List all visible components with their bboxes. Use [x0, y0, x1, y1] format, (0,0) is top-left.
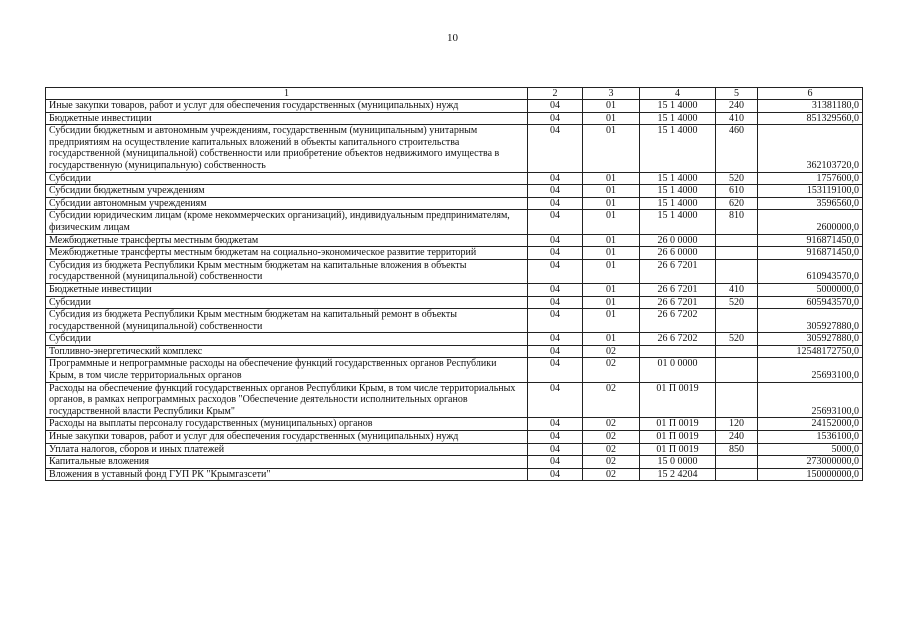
row-name-cell: Субсидии [46, 172, 528, 185]
amount-cell: 153119100,0 [758, 185, 863, 198]
expense-type-cell: 240 [716, 100, 758, 113]
amount-cell: 305927880,0 [758, 333, 863, 346]
expense-type-cell: 810 [716, 210, 758, 234]
target-article-cell: 26 6 7201 [640, 283, 716, 296]
row-name-cell: Субсидии бюджетным учреждениям [46, 185, 528, 198]
row-name-cell: Капитальные вложения [46, 456, 528, 469]
page-number: 10 [447, 32, 458, 44]
section-code-cell: 04 [528, 197, 583, 210]
amount-cell: 610943570,0 [758, 259, 863, 283]
amount-cell: 5000,0 [758, 443, 863, 456]
section-code-cell: 04 [528, 333, 583, 346]
table-row [46, 468, 863, 481]
expense-type-cell: 240 [716, 431, 758, 444]
budget-table [45, 87, 863, 481]
table-row [46, 197, 863, 210]
target-article-cell: 01 П 0019 [640, 431, 716, 444]
subsection-code-cell: 01 [583, 185, 640, 198]
subsection-code-cell: 01 [583, 234, 640, 247]
target-article-cell [640, 345, 716, 358]
table-row [46, 259, 863, 283]
expense-type-cell: 520 [716, 296, 758, 309]
target-article-cell: 26 0 0000 [640, 234, 716, 247]
row-name-cell: Межбюджетные трансферты местным бюджетам на социально-экономическое развитие территорий [46, 247, 528, 260]
amount-cell: 150000000,0 [758, 468, 863, 481]
row-name-cell: Субсидия из бюджета Республики Крым местным бюджетам на капитальный ремонт в объекты государственной (муниципальной) собственности [46, 309, 528, 333]
subsection-code-cell: 02 [583, 468, 640, 481]
section-code-cell: 04 [528, 431, 583, 444]
target-article-cell: 15 1 4000 [640, 112, 716, 125]
target-article-cell: 01 П 0019 [640, 443, 716, 456]
table-row [46, 247, 863, 260]
amount-cell: 851329560,0 [758, 112, 863, 125]
amount-cell: 12548172750,0 [758, 345, 863, 358]
expense-type-cell [716, 468, 758, 481]
expense-type-cell [716, 259, 758, 283]
row-name-cell: Расходы на выплаты персоналу государственных (муниципальных) органов [46, 418, 528, 431]
subsection-code-cell: 01 [583, 247, 640, 260]
expense-type-cell [716, 234, 758, 247]
header-col-1: 1 [46, 88, 528, 100]
target-article-cell: 01 П 0019 [640, 382, 716, 418]
table-row [46, 112, 863, 125]
row-name-cell: Субсидии юридическим лицам (кроме некоммерческих организаций), индивидуальным предпринимателям, физическим лицам [46, 210, 528, 234]
subsection-code-cell: 01 [583, 333, 640, 346]
header-row [46, 88, 863, 100]
table-row [46, 333, 863, 346]
row-name-cell: Топливно-энергетический комплекс [46, 345, 528, 358]
table-row [46, 443, 863, 456]
table-row [46, 358, 863, 382]
subsection-code-cell: 01 [583, 309, 640, 333]
table-row [46, 185, 863, 198]
section-code-cell: 04 [528, 259, 583, 283]
amount-cell: 31381180,0 [758, 100, 863, 113]
expense-type-cell: 610 [716, 185, 758, 198]
subsection-code-cell: 02 [583, 345, 640, 358]
expense-type-cell: 120 [716, 418, 758, 431]
target-article-cell: 26 6 7202 [640, 333, 716, 346]
row-name-cell: Иные закупки товаров, работ и услуг для обеспечения государственных (муниципальных) нужд [46, 431, 528, 444]
header-col-3: 3 [583, 88, 640, 100]
row-name-cell: Субсидии [46, 296, 528, 309]
section-code-cell: 04 [528, 309, 583, 333]
amount-cell: 25693100,0 [758, 382, 863, 418]
expense-type-cell [716, 309, 758, 333]
target-article-cell: 01 П 0019 [640, 418, 716, 431]
section-code-cell: 04 [528, 358, 583, 382]
target-article-cell: 26 6 7201 [640, 259, 716, 283]
row-name-cell: Бюджетные инвестиции [46, 283, 528, 296]
section-code-cell: 04 [528, 296, 583, 309]
subsection-code-cell: 02 [583, 358, 640, 382]
row-name-cell: Иные закупки товаров, работ и услуг для обеспечения государственных (муниципальных) нужд [46, 100, 528, 113]
expense-type-cell: 460 [716, 125, 758, 172]
subsection-code-cell: 02 [583, 443, 640, 456]
section-code-cell: 04 [528, 382, 583, 418]
row-name-cell: Межбюджетные трансферты местным бюджетам [46, 234, 528, 247]
section-code-cell: 04 [528, 247, 583, 260]
subsection-code-cell: 01 [583, 172, 640, 185]
subsection-code-cell: 02 [583, 456, 640, 469]
target-article-cell: 26 6 0000 [640, 247, 716, 260]
subsection-code-cell: 01 [583, 100, 640, 113]
subsection-code-cell: 01 [583, 112, 640, 125]
table-row [46, 234, 863, 247]
subsection-code-cell: 01 [583, 259, 640, 283]
subsection-code-cell: 01 [583, 125, 640, 172]
amount-cell: 24152000,0 [758, 418, 863, 431]
target-article-cell: 15 0 0000 [640, 456, 716, 469]
table-row [46, 431, 863, 444]
target-article-cell: 15 1 4000 [640, 100, 716, 113]
row-name-cell: Субсидии [46, 333, 528, 346]
expense-type-cell: 620 [716, 197, 758, 210]
section-code-cell: 04 [528, 210, 583, 234]
section-code-cell: 04 [528, 234, 583, 247]
row-name-cell: Расходы на обеспечение функций государственных органов Республики Крым, в том числе территориальных органов, в рамках непрограммных расходов "Обеспечение деятельности исполнительных органов государственной власти Республики Крым" [46, 382, 528, 418]
table-row [46, 172, 863, 185]
subsection-code-cell: 01 [583, 283, 640, 296]
section-code-cell: 04 [528, 443, 583, 456]
header-col-2: 2 [528, 88, 583, 100]
row-name-cell: Субсидии бюджетным и автономным учреждениям, государственным (муниципальным) унитарным предприятиям на осуществление капитальных вложений в объекты капитального строительства государственной (муниципальной) собственности или приобретение объектов недвижимого имущества в государственную (муниципальную) собственность [46, 125, 528, 172]
amount-cell: 916871450,0 [758, 247, 863, 260]
table-row [46, 456, 863, 469]
table-row [46, 345, 863, 358]
section-code-cell: 04 [528, 283, 583, 296]
expense-type-cell [716, 382, 758, 418]
amount-cell: 362103720,0 [758, 125, 863, 172]
subsection-code-cell: 01 [583, 210, 640, 234]
section-code-cell: 04 [528, 112, 583, 125]
table-row [46, 283, 863, 296]
subsection-code-cell: 02 [583, 418, 640, 431]
target-article-cell: 15 1 4000 [640, 210, 716, 234]
amount-cell: 25693100,0 [758, 358, 863, 382]
row-name-cell: Вложения в уставный фонд ГУП РК "Крымгазсети" [46, 468, 528, 481]
row-name-cell: Субсидия из бюджета Республики Крым местным бюджетам на капитальные вложения в объекты государственной (муниципальной) собственности [46, 259, 528, 283]
amount-cell: 1536100,0 [758, 431, 863, 444]
expense-type-cell: 520 [716, 172, 758, 185]
amount-cell: 916871450,0 [758, 234, 863, 247]
expense-type-cell [716, 358, 758, 382]
amount-cell: 1757600,0 [758, 172, 863, 185]
section-code-cell: 04 [528, 345, 583, 358]
table-row [46, 100, 863, 113]
expense-type-cell [716, 247, 758, 260]
subsection-code-cell: 02 [583, 431, 640, 444]
subsection-code-cell: 02 [583, 382, 640, 418]
header-col-4: 4 [640, 88, 716, 100]
expense-type-cell [716, 456, 758, 469]
section-code-cell: 04 [528, 418, 583, 431]
amount-cell: 5000000,0 [758, 283, 863, 296]
section-code-cell: 04 [528, 100, 583, 113]
header-col-6: 6 [758, 88, 863, 100]
table-row [46, 418, 863, 431]
row-name-cell: Уплата налогов, сборов и иных платежей [46, 443, 528, 456]
target-article-cell: 15 1 4000 [640, 197, 716, 210]
table-row [46, 125, 863, 172]
amount-cell: 605943570,0 [758, 296, 863, 309]
section-code-cell: 04 [528, 185, 583, 198]
subsection-code-cell: 01 [583, 197, 640, 210]
table-row [46, 382, 863, 418]
section-code-cell: 04 [528, 468, 583, 481]
target-article-cell: 15 1 4000 [640, 125, 716, 172]
expense-type-cell: 520 [716, 333, 758, 346]
target-article-cell: 15 2 4204 [640, 468, 716, 481]
target-article-cell: 15 1 4000 [640, 172, 716, 185]
section-code-cell: 04 [528, 172, 583, 185]
amount-cell: 273000000,0 [758, 456, 863, 469]
amount-cell: 2600000,0 [758, 210, 863, 234]
target-article-cell: 15 1 4000 [640, 185, 716, 198]
target-article-cell: 26 6 7202 [640, 309, 716, 333]
target-article-cell: 26 6 7201 [640, 296, 716, 309]
amount-cell: 3596560,0 [758, 197, 863, 210]
row-name-cell: Субсидии автономным учреждениям [46, 197, 528, 210]
expense-type-cell [716, 345, 758, 358]
amount-cell: 305927880,0 [758, 309, 863, 333]
target-article-cell: 01 0 0000 [640, 358, 716, 382]
subsection-code-cell: 01 [583, 296, 640, 309]
section-code-cell: 04 [528, 456, 583, 469]
table-row [46, 309, 863, 333]
expense-type-cell: 850 [716, 443, 758, 456]
row-name-cell: Программные и непрограммные расходы на обеспечение функций государственных органов Республики Крым, в том числе территориальных органов [46, 358, 528, 382]
row-name-cell: Бюджетные инвестиции [46, 112, 528, 125]
table-row [46, 296, 863, 309]
expense-type-cell: 410 [716, 283, 758, 296]
expense-type-cell: 410 [716, 112, 758, 125]
header-col-5: 5 [716, 88, 758, 100]
table-row [46, 210, 863, 234]
section-code-cell: 04 [528, 125, 583, 172]
